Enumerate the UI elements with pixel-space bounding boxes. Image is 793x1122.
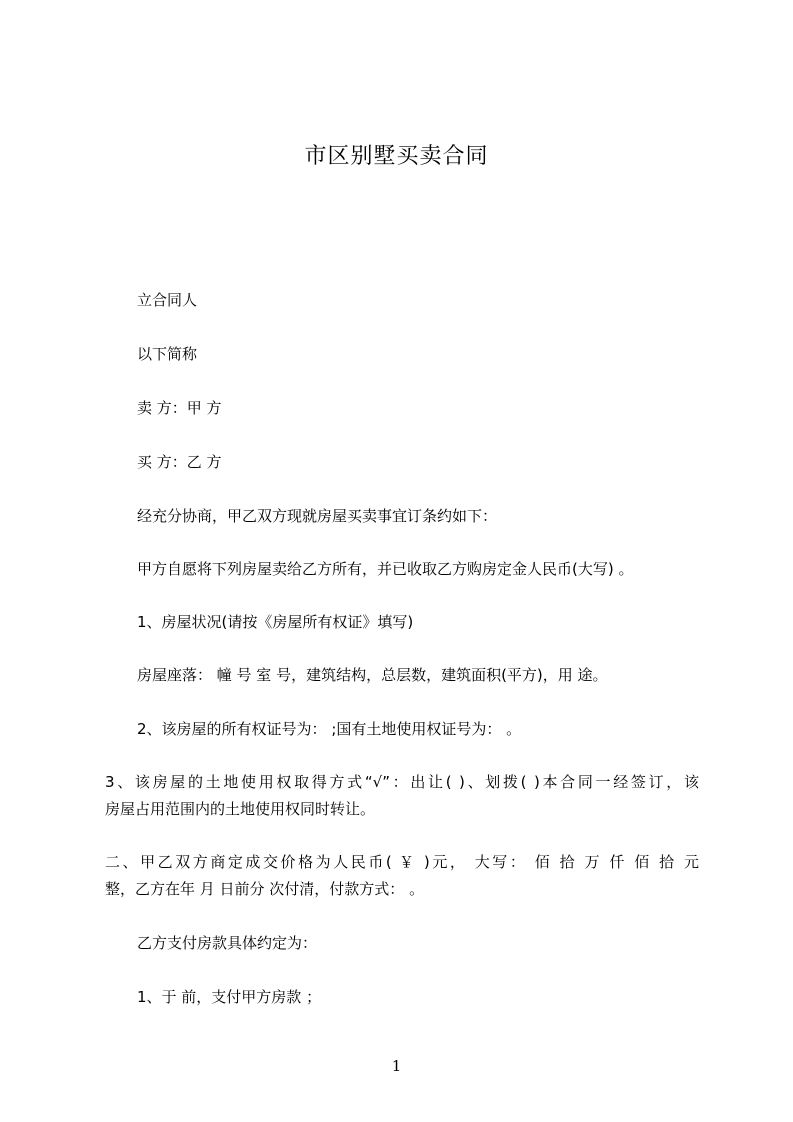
clause-3-line-1: 3、该房屋的土地使用权取得方式“√”：出让( )、划拨( )本合同一经签订，该 xyxy=(105,773,699,791)
clause-3-line-2: 房屋占用范围内的土地使用权同时转让。 xyxy=(105,800,376,818)
paragraph-abbreviation: 以下简称 xyxy=(137,345,198,363)
paragraph-buyer: 买 方：乙 方 xyxy=(137,453,222,471)
clause-two-price xyxy=(105,852,699,899)
paragraph-parties: 立合同人 xyxy=(137,291,198,309)
paragraph-house-location: 房屋座落： 幢 号 室 号，建筑结构，总层数，建筑面积(平方)，用 途。 xyxy=(137,666,608,684)
clause-two-line-2: 整，乙方在年 月 日前分 次付清，付款方式： 。 xyxy=(105,880,425,898)
clause-1-house-status: 1、房屋状况(请按《房屋所有权证》填写) xyxy=(137,613,414,631)
paragraph-payment-1: 1、于 前，支付甲方房款 ； xyxy=(137,988,322,1006)
clause-two-line-1: 二、甲乙双方商定成交价格为人民币( ￥ )元， 大写： 佰 拾 万 仟 佰 拾 元 xyxy=(105,853,699,871)
clause-3-land-use xyxy=(105,772,699,819)
clause-2-certificate: 2、该房屋的所有权证号为： ;国有土地使用权证号为： 。 xyxy=(137,720,522,738)
contract-title: 市区别墅买卖合同 xyxy=(304,144,489,169)
page-number: 1 xyxy=(391,1057,402,1075)
paragraph-payment-terms: 乙方支付房款具体约定为： xyxy=(137,934,318,952)
paragraph-agreement: 经充分协商，甲乙双方现就房屋买卖事宜订条约如下： xyxy=(137,507,498,525)
paragraph-seller: 卖 方：甲 方 xyxy=(137,399,222,417)
paragraph-deposit: 甲方自愿将下列房屋卖给乙方所有，并已收取乙方购房定金人民币(大写) 。 xyxy=(137,560,634,578)
